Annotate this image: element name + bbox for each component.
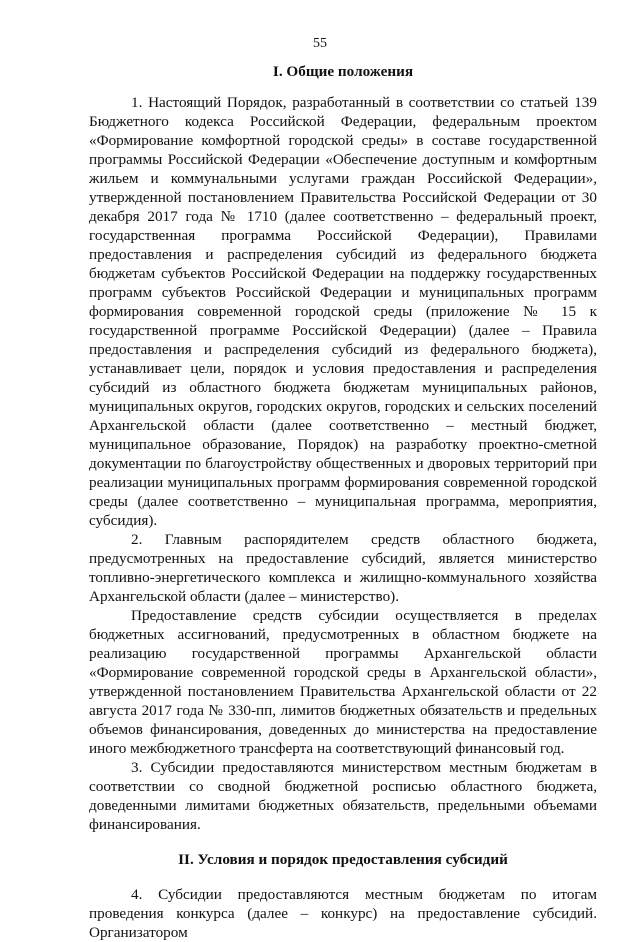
paragraph-2: 2. Главным распорядителем средств областного бюджета, предусмотренных на предоставление субсидий, является министерство топливно-энергетического комплекса и жилищно-коммунального хозяйства Архангельской области (далее – министерство).: [89, 531, 597, 605]
paragraph-3: 3. Субсидии предоставляются министерством местным бюджетам в соответствии со сводной бюджетной росписью областного бюджета, доведенными лимитами бюджетных обязательств, предельными объемами финансирования.: [89, 759, 597, 833]
paragraph-1: 1. Настоящий Порядок, разработанный в соответствии со статьей 139 Бюджетного кодекса Российской Федерации, федеральным проектом «Формирование комфортной городской среды» в составе государственной программы Российской Федерации «Обеспечение доступным и комфортным жильем и коммунальными услугами граждан Российской Федерации», утвержденной постановлением Правительства Российской Федерации от 30 декабря 2017 года № 1710 (далее соответственно – федеральный проект, государственная программа Российской Федерации), Правилами предоставления и распределения субсидий из федерального бюджета бюджетам субъектов Российской Федерации на поддержку государственных программ субъектов Российской Федерации и муниципальных программ формирования современной городской среды (приложение № 15 к государственной программе Российской Федерации) (далее – Правила предоставления и распределения субсидий из федерального бюджета), устанавливает цели, порядок и условия предоставления и распределения субсидий из областного бюджета бюджетам муниципальных районов, муниципальных округов, городских округов, городских и сельских поселений Архангельской области (далее соответственно – местный бюджет, муниципальное образование, Порядок) на разработку проектно-сметной документации по благоустройству общественных и дворовых территорий при реализации муниципальных программ формирования современной городской среды (далее соответственно – муниципальная программа, мероприятия, субсидия).: [89, 94, 597, 529]
section-title-conditions: II. Условия и порядок предоставления субсидий: [178, 851, 508, 868]
paragraph-2-continuation: Предоставление средств субсидии осуществляется в пределах бюджетных ассигнований, предусмотренных в областном бюджете на реализацию государственной программы Архангельской области «Формирование современной городской среды в Архангельской области», утвержденной постановлением Правительства Архангельской области от 22 августа 2017 года № 330-пп, лимитов бюджетных обязательств и предельных объемов финансирования, доведенных до министерства на предоставление иного межбюджетного трансферта на соответствующий финансовый год.: [89, 607, 597, 757]
section-spacer: [89, 834, 597, 850]
page-number: 55: [313, 36, 327, 51]
document-body: [89, 62, 597, 942]
paragraph-4: 4. Субсидии предоставляются местным бюджетам по итогам проведения конкурса (далее – конкурс) на предоставление субсидий. Организатором: [89, 886, 597, 941]
section-title-general-provisions: I. Общие положения: [272, 63, 414, 80]
